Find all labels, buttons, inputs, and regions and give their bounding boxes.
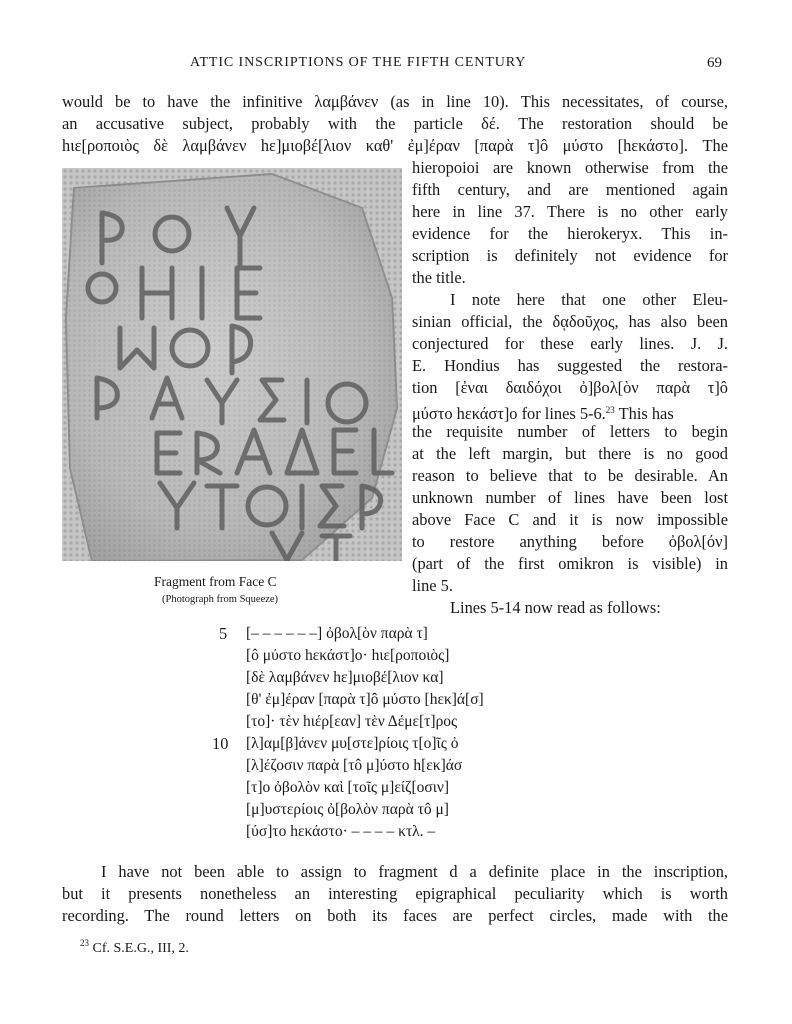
right-line-4: evidence for the hierokeryx. This in-: [412, 224, 728, 243]
hondius-restoration-end: μύστο hεκάστ]ο for lines 5-6.: [412, 404, 606, 423]
right-line-6: the title.: [412, 268, 466, 287]
footnote-number: 23: [80, 938, 89, 948]
right-line-10: E. Hondius has suggested the restora-: [412, 356, 728, 375]
right-line-9: conjectured for these early lines. J. J.: [412, 334, 728, 353]
footnote-text: Cf. S.E.G., III, 2.: [92, 941, 189, 956]
line-number-5: 5: [219, 624, 228, 643]
right-line-2: fifth century, and are mentioned again: [412, 180, 728, 199]
inscription-line-5: [– – – – – –] ὀβολ[ὸν παρὰ τ]: [246, 625, 428, 642]
inscription-line-8: [θ' ἐμ]έραν [παρὰ τ]ô μύστο [hεκ]ά[σ]: [246, 691, 484, 708]
right-line-7: I note here that one other Eleu-: [450, 290, 728, 309]
figure-subcaption: (Photograph from Squeeze): [162, 594, 279, 605]
running-title: ATTIC INSCRIPTIONS OF THE FIFTH CENTURY: [190, 55, 527, 70]
right-line-12: [412, 400, 674, 424]
inscription-line-14: [ύσ]το hεκάστο· – – – – κτλ. –: [246, 823, 436, 840]
line-number-10: 10: [212, 734, 229, 753]
bottom-line-3: recording. The round letters on both its faces are perfect circles, made with the: [62, 906, 728, 925]
right-line-1: hieropoioi are known otherwise from the: [412, 158, 728, 177]
right-line-11: tion [ἐναι δαιδόχοι ὀ]βολ[ὸν παρὰ τ]ô: [412, 378, 728, 397]
right-line-13: the requisite number of letters to begin: [412, 422, 728, 441]
right-line-17: above Face C and it is now impossible: [412, 510, 728, 529]
right-line-18: to restore anything before ὀβολ[όν]: [412, 532, 728, 551]
squeeze-image: [62, 168, 402, 561]
bottom-line-2: but it presents nonetheless an interesting epigraphical peculiarity which is worth: [62, 884, 728, 903]
squeeze-photograph: [62, 168, 402, 561]
inscription-line-6: [ô μύστο hεκάστ]ο· hιε[ροποιὸς]: [246, 647, 450, 664]
body-line-3: hιε[ροποιὸς δὲ λαμβάνεν hε]μιοβέ[λιον καθ' ἐμ]έραν [παρὰ τ]ô μύστο [hεκάστο]. The: [62, 136, 728, 155]
inscription-line-7: [δὲ λαμβάνεν hε]μιοβέ[λιον κα]: [246, 669, 444, 686]
body-line-2: an accusative subject, probably with the particle δέ. The restoration should be: [62, 114, 728, 133]
right-line-15: reason to believe that to be desirable. An: [412, 466, 728, 485]
right-line-20: line 5.: [412, 576, 453, 595]
right-line-8: sinian official, the δᾳδοῦχος, has also been: [412, 312, 728, 331]
figure-caption: Fragment from Face C: [154, 574, 277, 589]
page-number: 69: [707, 55, 722, 71]
right-line-21: Lines 5-14 now read as follows:: [450, 598, 661, 617]
right-line-19: (part of the first omikron is visible) in: [412, 554, 728, 573]
right-line-16: unknown number of lines have been lost: [412, 488, 728, 507]
body-line-1: would be to have the infinitive λαμβάνεν (as in line 10). This necessitates, of course,: [62, 92, 728, 111]
right-line-3: here in line 37. There is no other early: [412, 202, 728, 221]
this-has-text: This has: [618, 404, 674, 423]
inscription-line-9: [το]· τὲν hιέρ[εαν] τὲν Δέμε[τ]ρος: [246, 713, 458, 730]
right-line-5: scription is definitely not evidence for: [412, 246, 728, 265]
bottom-line-1: I have not been able to assign to fragment d a definite place in the inscription,: [101, 862, 728, 881]
inscription-line-13: [μ]υστερίοις ὀ[βολὸν παρὰ τô μ]: [246, 801, 449, 818]
footnote: [80, 938, 189, 957]
footnote-ref: 23: [605, 405, 615, 415]
inscription-line-11: [λ]έζοσιν παρὰ [τô μ]ύστο h[εκ]άσ: [246, 757, 463, 774]
inscription-line-10: [λ]αμ[β]άνεν μυ[στε]ρίοις τ[ο]ῖς ὀ: [246, 735, 459, 752]
inscription-line-12: [τ]ο ὀβολὸν καὶ [τοῖς μ]είζ[οσιν]: [246, 779, 450, 796]
right-line-14: at the left margin, but there is no good: [412, 444, 728, 463]
